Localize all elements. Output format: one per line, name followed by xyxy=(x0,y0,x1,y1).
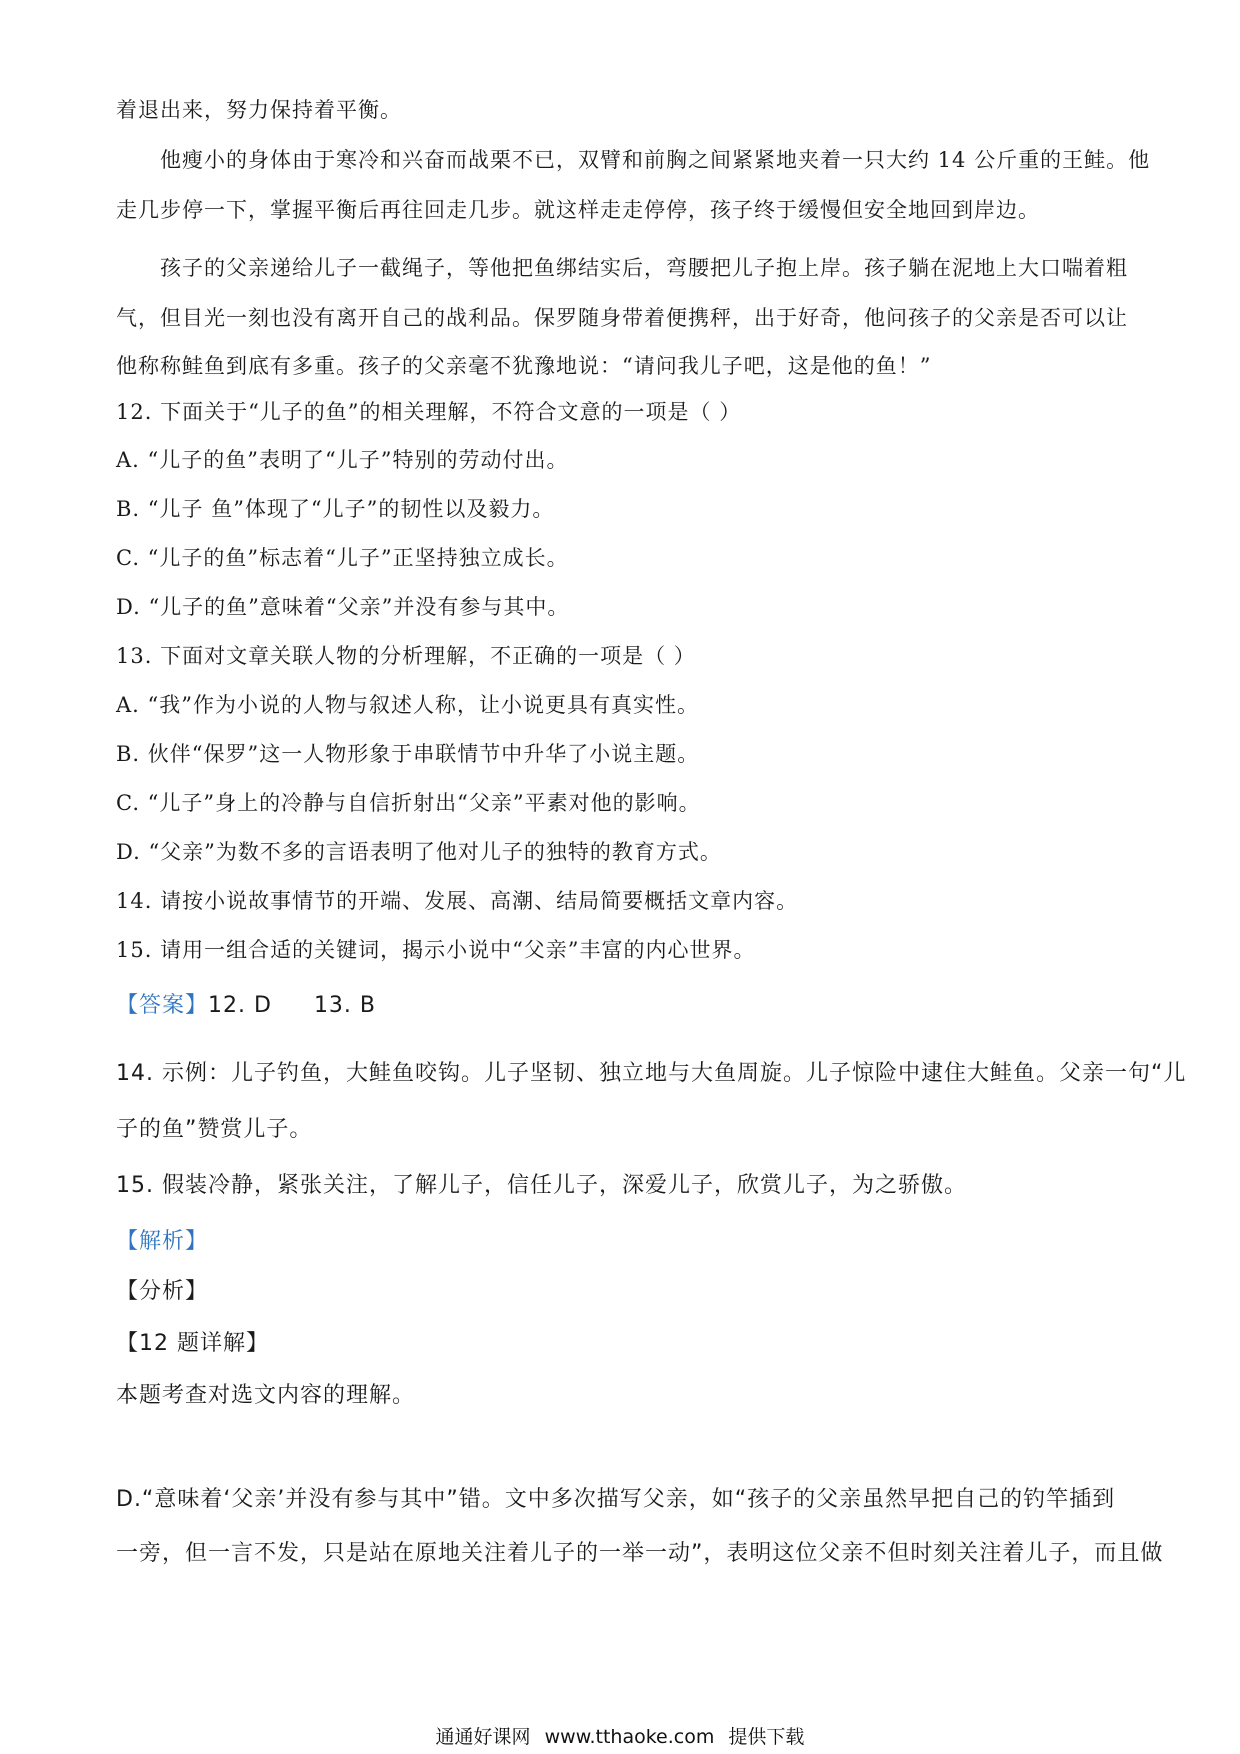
question-12-option-d: D. “儿子的鱼”意味着“父亲”并没有参与其中。 xyxy=(116,595,570,619)
question-13-option-c: C. “儿子”身上的冷静与自信折射出“父亲”平素对他的影响。 xyxy=(116,791,701,815)
footer-suffix: 提供下载 xyxy=(728,1726,805,1748)
answer-12: 12. D xyxy=(208,993,272,1018)
analysis-fenxi: 【分析】 xyxy=(116,1279,209,1304)
answer-14-line: 14. 示例：儿子钓鱼，大鲑鱼咬钩。儿子坚韧、独立地与大鱼周旋。儿子惊险中逮住大鲑鱼。父亲一句“儿 xyxy=(116,1061,1187,1086)
passage-line: 走几步停一下，掌握平衡后再往回走几步。就这样走走停停，孩子终于缓慢但安全地回到岸边。 xyxy=(116,198,1040,222)
question-13-option-b: B. 伙伴“保罗”这一人物形象于串联情节中升华了小说主题。 xyxy=(116,742,700,766)
answer-row xyxy=(116,992,1132,1020)
answer-13: 13. B xyxy=(313,993,377,1018)
question-13-option-d: D. “父亲”为数不多的言语表明了他对儿子的独特的教育方式。 xyxy=(116,840,722,864)
question-12-option-b: B. “儿子 鱼”体现了“儿子”的韧性以及毅力。 xyxy=(116,497,555,521)
question-13-option-a: A. “我”作为小说的人物与叙述人称，让小说更具有真实性。 xyxy=(116,693,699,717)
passage-line: 着退出来，努力保持着平衡。 xyxy=(116,98,402,122)
analysis-d-line: 一旁，但一言不发，只是站在原地关注着儿子的一举一动”，表明这位父亲不但时刻关注着儿子，而且做 xyxy=(116,1541,1164,1566)
passage-line: 他瘦小的身体由于寒冷和兴奋而战栗不已，双臂和前胸之间紧紧地夹着一只大约 14 公斤重的王鲑。他 xyxy=(160,148,1151,172)
question-14: 14. 请按小说故事情节的开端、发展、高潮、结局简要概括文章内容。 xyxy=(116,889,799,913)
answer-14-line: 子的鱼”赞赏儿子。 xyxy=(116,1117,313,1142)
analysis-d-line: D.“意味着‘父亲’并没有参与其中”错。文中多次描写父亲，如“孩子的父亲虽然早把自己的钓竿插到 xyxy=(116,1487,1116,1512)
analysis-tag: 【解析】 xyxy=(116,1229,209,1254)
question-12-option-a: A. “儿子的鱼”表明了“儿子”特别的劳动付出。 xyxy=(116,448,569,472)
passage-line: 气，但目光一刻也没有离开自己的战利品。保罗随身带着便携秤，出于好奇，他问孩子的父亲是否可以让 xyxy=(116,306,1128,330)
answer-tag: 【答案】 xyxy=(116,993,209,1018)
question-13-stem: 13. 下面对文章关联人物的分析理解，不正确的一项是（ ） xyxy=(116,644,696,668)
analysis-intro: 本题考查对选文内容的理解。 xyxy=(116,1383,416,1408)
passage-line: 他称称鲑鱼到底有多重。孩子的父亲毫不犹豫地说：“请问我儿子吧，这是他的鱼！” xyxy=(116,354,932,378)
answer-15: 15. 假装冷静，紧张关注，了解儿子，信任儿子，深爱儿子，欣赏儿子，为之骄傲。 xyxy=(116,1173,967,1198)
question-12-stem: 12. 下面关于“儿子的鱼”的相关理解，不符合文意的一项是（ ） xyxy=(116,400,742,424)
footer-url[interactable]: www.tthaoke.com xyxy=(544,1726,715,1748)
question-15: 15. 请用一组合适的关键词，揭示小说中“父亲”丰富的内心世界。 xyxy=(116,938,756,962)
analysis-detail-12: 【12 题详解】 xyxy=(116,1331,269,1356)
passage-line: 孩子的父亲递给儿子一截绳子，等他把鱼绑结实后，弯腰把儿子抱上岸。孩子躺在泥地上大口喘着粗 xyxy=(160,256,1128,280)
footer-site-name: 通通好课网 xyxy=(435,1726,531,1748)
question-12-option-c: C. “儿子的鱼”标志着“儿子”正坚持独立成长。 xyxy=(116,546,569,570)
page-footer xyxy=(0,1722,1240,1749)
